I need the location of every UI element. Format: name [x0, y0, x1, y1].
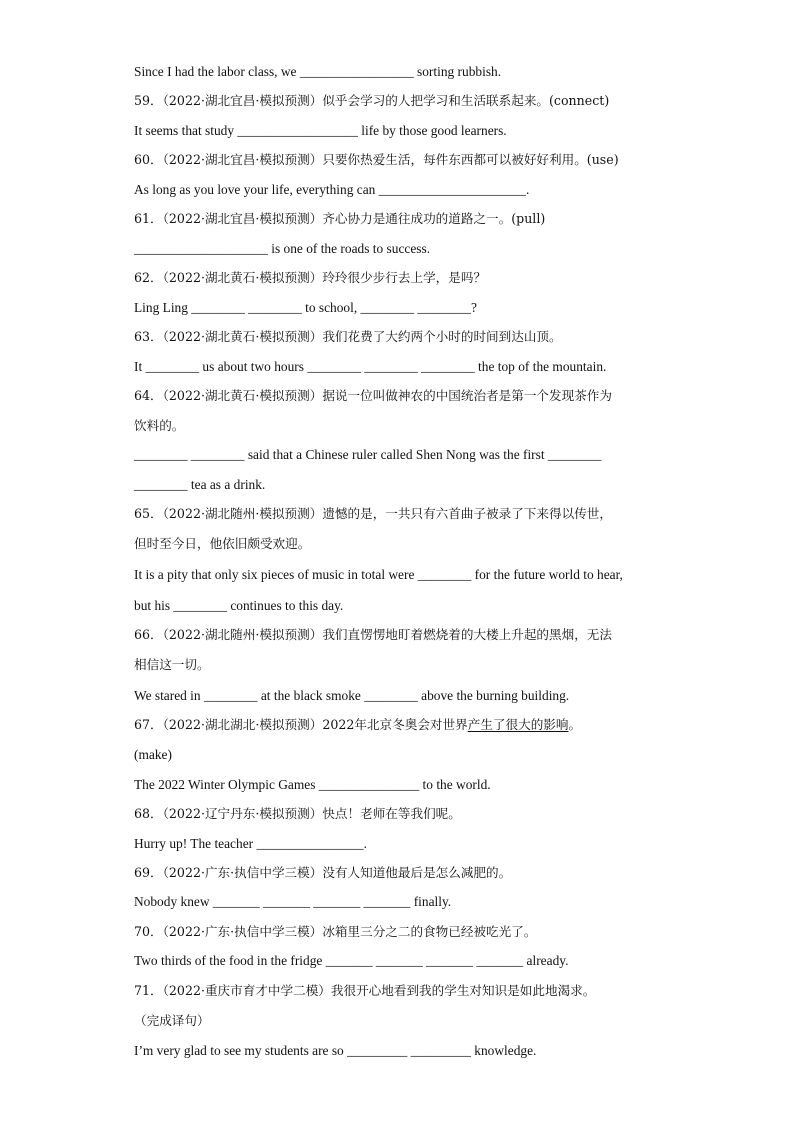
line-text: As long as you love your life, everything can ______________________.: [134, 182, 530, 197]
line-text: 64．（2022·湖北黄石·模拟预测）据说一位叫做神农的中国统治者是第一个发现茶作为: [134, 388, 612, 403]
text-line-4: [134, 151, 694, 169]
text-line-20: [134, 626, 694, 644]
line-text: ____________________ is one of the roads to success.: [134, 241, 431, 256]
line-text: 饮料的。: [134, 418, 185, 433]
line-text: 61．（2022·湖北宜昌·模拟预测）齐心协力是通往成功的道路之一。(pull): [134, 211, 546, 226]
line-text: It is a pity that only six pieces of music in total were ________ for the future world to hear,: [134, 567, 623, 582]
text-line-7: [134, 240, 694, 258]
underlined-phrase: 产生了很大的影响: [467, 717, 569, 732]
line-text: We stared in ________ at the black smoke ________ above the burning building.: [134, 688, 570, 703]
text-line-1: [134, 63, 694, 81]
text-line-15: [134, 476, 694, 494]
line-text: Two thirds of the food in the fridge _______ _______ _______ _______ already.: [134, 953, 569, 968]
line-text: 68．（2022·辽宁丹东·模拟预测）快点！老师在等我们呢。: [134, 806, 461, 821]
line-text: 59．（2022·湖北宜昌·模拟预测）似乎会学习的人把学习和生活联系起来。(connect): [134, 93, 610, 108]
line-text: I’m very glad to see my students are so _________ _________ knowledge.: [134, 1043, 537, 1058]
line-text: Nobody knew _______ _______ _______ _______ finally.: [134, 894, 452, 909]
line-text: 63．（2022·湖北黄石·模拟预测）我们花费了大约两个小时的时间到达山顶。: [134, 329, 562, 344]
text-line-33: [134, 1012, 694, 1030]
line-text: The 2022 Winter Olympic Games _______________ to the world.: [134, 777, 491, 792]
text-line-28: [134, 864, 694, 882]
line-text: Since I had the labor class, we _________________ sorting rubbish.: [134, 64, 502, 79]
line-text: 70．（2022·广东·执信中学三模）冰箱里三分之二的食物已经被吃光了。: [134, 924, 537, 939]
text-line-14: [134, 446, 694, 464]
line-text: It ________ us about two hours ________ ________ ________ the top of the mountain.: [134, 359, 607, 374]
line-text: （完成译句）: [134, 1013, 210, 1028]
line-text: 相信这一切。: [134, 657, 210, 672]
text-line-31: [134, 952, 694, 970]
text-line-16: [134, 505, 694, 523]
line-text: It seems that study __________________ life by those good learners.: [134, 123, 507, 138]
text-line-17: [134, 535, 694, 553]
text-line-6: [134, 210, 694, 228]
text-line-22: [134, 687, 694, 705]
text-line-11: [134, 358, 694, 376]
text-line-30: [134, 923, 694, 941]
text-line-27: [134, 835, 694, 853]
line-text: but his ________ continues to this day.: [134, 598, 344, 613]
text-line-24: [134, 746, 694, 764]
line-text: 62．（2022·湖北黄石·模拟预测）玲玲很少步行去上学，是吗？: [134, 270, 487, 285]
line-text: 60．（2022·湖北宜昌·模拟预测）只要你热爱生活，每件东西都可以被好好利用。(use): [134, 152, 619, 167]
line-text: 65．（2022·湖北随州·模拟预测）遗憾的是，一共只有六首曲子被录了下来得以传世，: [134, 506, 612, 521]
text-line-29: [134, 893, 694, 911]
text-line-32: [134, 982, 694, 1000]
text-line-26: [134, 805, 694, 823]
line-text: (make): [134, 747, 172, 762]
text-line-25: [134, 776, 694, 794]
line-text: 69．（2022·广东·执信中学三模）没有人知道他最后是怎么减肥的。: [134, 865, 512, 880]
text-line-9: [134, 299, 694, 317]
text-line-10: [134, 328, 694, 346]
text-line-13: [134, 417, 694, 435]
line-text: 但时至今日，他依旧颇受欢迎。: [134, 536, 311, 551]
text-line-21: [134, 656, 694, 674]
line-text: 66．（2022·湖北随州·模拟预测）我们直愣愣地盯着燃烧着的大楼上升起的黑烟，无法: [134, 627, 612, 642]
text-line-34: [134, 1042, 694, 1060]
text-line-18: [134, 566, 694, 584]
line-text: ________ ________ said that a Chinese ruler called Shen Nong was the first ________: [134, 447, 602, 462]
line-text: 67．（2022·湖北湖北·模拟预测）2022年北京冬奥会对世界: [134, 717, 468, 732]
line-text: ________ tea as a drink.: [134, 477, 266, 492]
text-line-5: [134, 181, 694, 199]
text-line-2: [134, 92, 694, 110]
line-text: 。: [568, 717, 582, 732]
text-line-3: [134, 122, 694, 140]
text-line-12: [134, 387, 694, 405]
line-text: 71．（2022·重庆市育才中学二模）我很开心地看到我的学生对知识是如此地渴求。: [134, 983, 596, 998]
text-line-23: [134, 716, 694, 734]
text-line-19: [134, 597, 694, 615]
line-text: Ling Ling ________ ________ to school, ________ ________?: [134, 300, 477, 315]
text-line-8: [134, 269, 694, 287]
line-text: Hurry up! The teacher ________________.: [134, 836, 367, 851]
